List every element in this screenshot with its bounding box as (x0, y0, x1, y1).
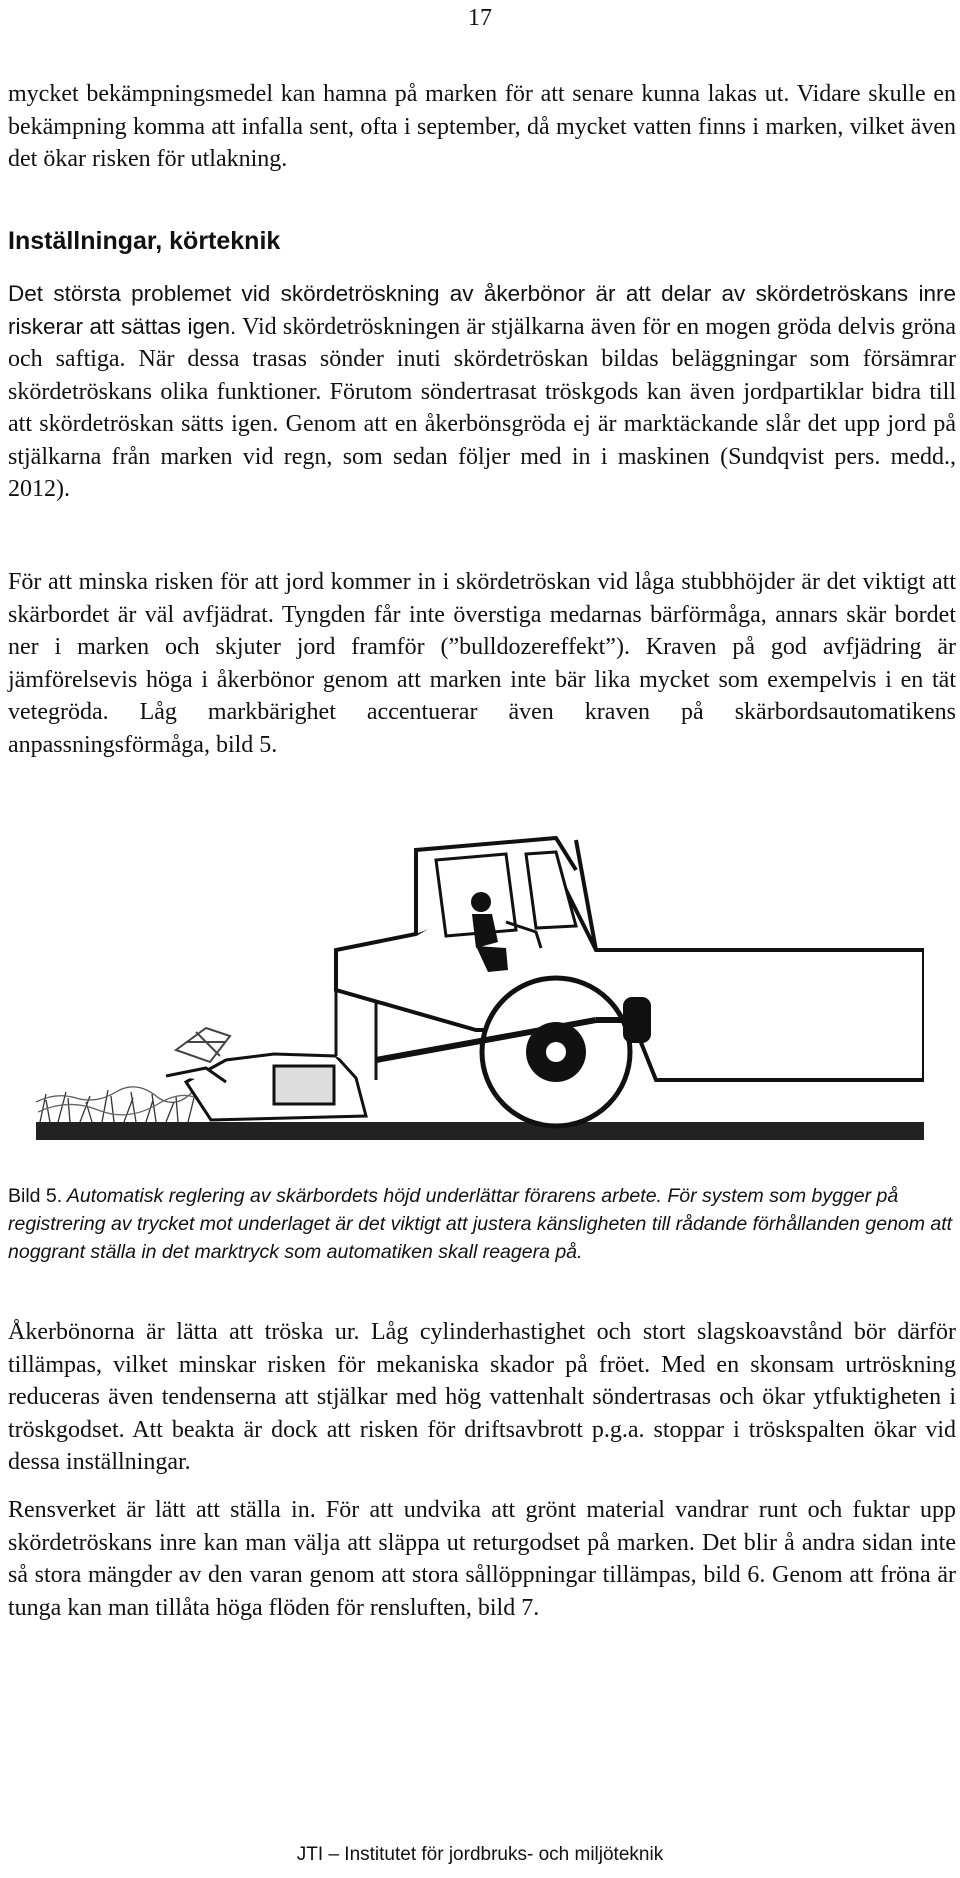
figure-caption (8, 1182, 956, 1266)
page-number: 17 (468, 5, 492, 31)
combine-harvester-figure (36, 830, 924, 1150)
paragraph-1 (8, 278, 956, 506)
paragraph-2-block (8, 566, 956, 761)
combine-harvester-illustration (36, 830, 924, 1150)
paragraph-3-block (8, 1316, 956, 1479)
paragraph-2: För att minska risken för att jord kommer in i skördetröskan vid låga stubbhöjder är det viktigt att skärbordet är väl avfjädrat. Tyngden får inte överstiga medarnas bärförmåga, annars skär bordet ner i marken och skjuter jord framför (”bulldozereffekt”). Kraven på god avfjädring är jämförelsevis höga i åkerbönor genom att marken inte bär lika mycket som exempelvis i en tät vetegröda. Låg markbärighet accentuerar även kraven på skärbordsautomatikens anpassningsförmåga, bild 5. (8, 569, 956, 758)
reel (176, 1028, 230, 1062)
paragraph-4-block (8, 1494, 956, 1624)
intro-paragraph: mycket bekämpningsmedel kan hamna på marken för att senare kunna lakas ut. Vidare skulle en bekämpning komma att infalla sent, ofta i september, då mycket vatten finns i marken, vilket även det ökar risken för utlakning. (8, 81, 956, 172)
front-wheel (482, 978, 630, 1126)
paragraph-1-sans-part: Det största problemet vid skördetröskning av åkerbönor är att delar av skördetröskans inre riskerar att sättas igen. (8, 281, 956, 339)
page-footer: JTI – Institutet för jordbruks- och miljöteknik (296, 1844, 664, 1865)
section-heading: Inställningar, körteknik (8, 227, 281, 255)
figure-caption-label: Bild 5. (8, 1185, 63, 1207)
ground-strip (36, 1122, 924, 1140)
paragraph-1-rest: Vid skördetröskningen är stjälkarna även för en mogen gröda delvis gröna och saftiga. När dessa trasas sönder inuti skördetröskan bildas beläggningar som försämrar skördetröskans olika funktioner. Förutom söndertrasat tröskgods kan även jordpartiklar bidra till att skördetröskan sätts igen. Genom att en åkerbönsgröda ej är marktäckande slår det upp jord på stjälkarna från marken vid regn, som sedan följer med in i maskinen (Sundqvist pers. medd., 2012). (8, 313, 957, 502)
figure-caption-text: Automatisk reglering av skärbordets höjd underlättar förarens arbete. För system som bygger på registrering av trycket mot underlaget är det viktigt att justera känsligheten till rådande förhållanden genom att noggrant ställa in det marktryck som automatiken skall reagera på. (8, 1185, 953, 1263)
paragraph-1-block (8, 278, 956, 506)
intro-paragraph-block (8, 78, 956, 176)
paragraph-3: Åkerbönorna är lätta att tröska ur. Låg cylinderhastighet och stort slagskoavstånd bör därför tillämpas, vilket minskar risken för mekaniska skador på fröet. Med en skonsam urtröskning reduceras även tendenserna att stjälkar med hög vattenhalt söndertrasas och ökar ytfuktigheten i tröskgodset. Att beakta är dock att risken för driftsavbrott p.g.a. stoppar i tröskspalten ökar vid dessa inställningar. (8, 1319, 956, 1475)
crop-stubble (36, 1087, 208, 1122)
header-table (166, 990, 376, 1120)
paragraph-4: Rensverket är lätt att ställa in. För att undvika att grönt material vandrar runt och fuktar upp skördetröskans inre kan man välja att släppa ut returgodset på marken. Det blir å andra sidan inte så stora mängder av den varan genom att stora sållöppningar tillämpas, bild 6. Genom att fröna är tunga kan man tillåta höga flöden för rensluften, bild 7. (8, 1497, 956, 1621)
